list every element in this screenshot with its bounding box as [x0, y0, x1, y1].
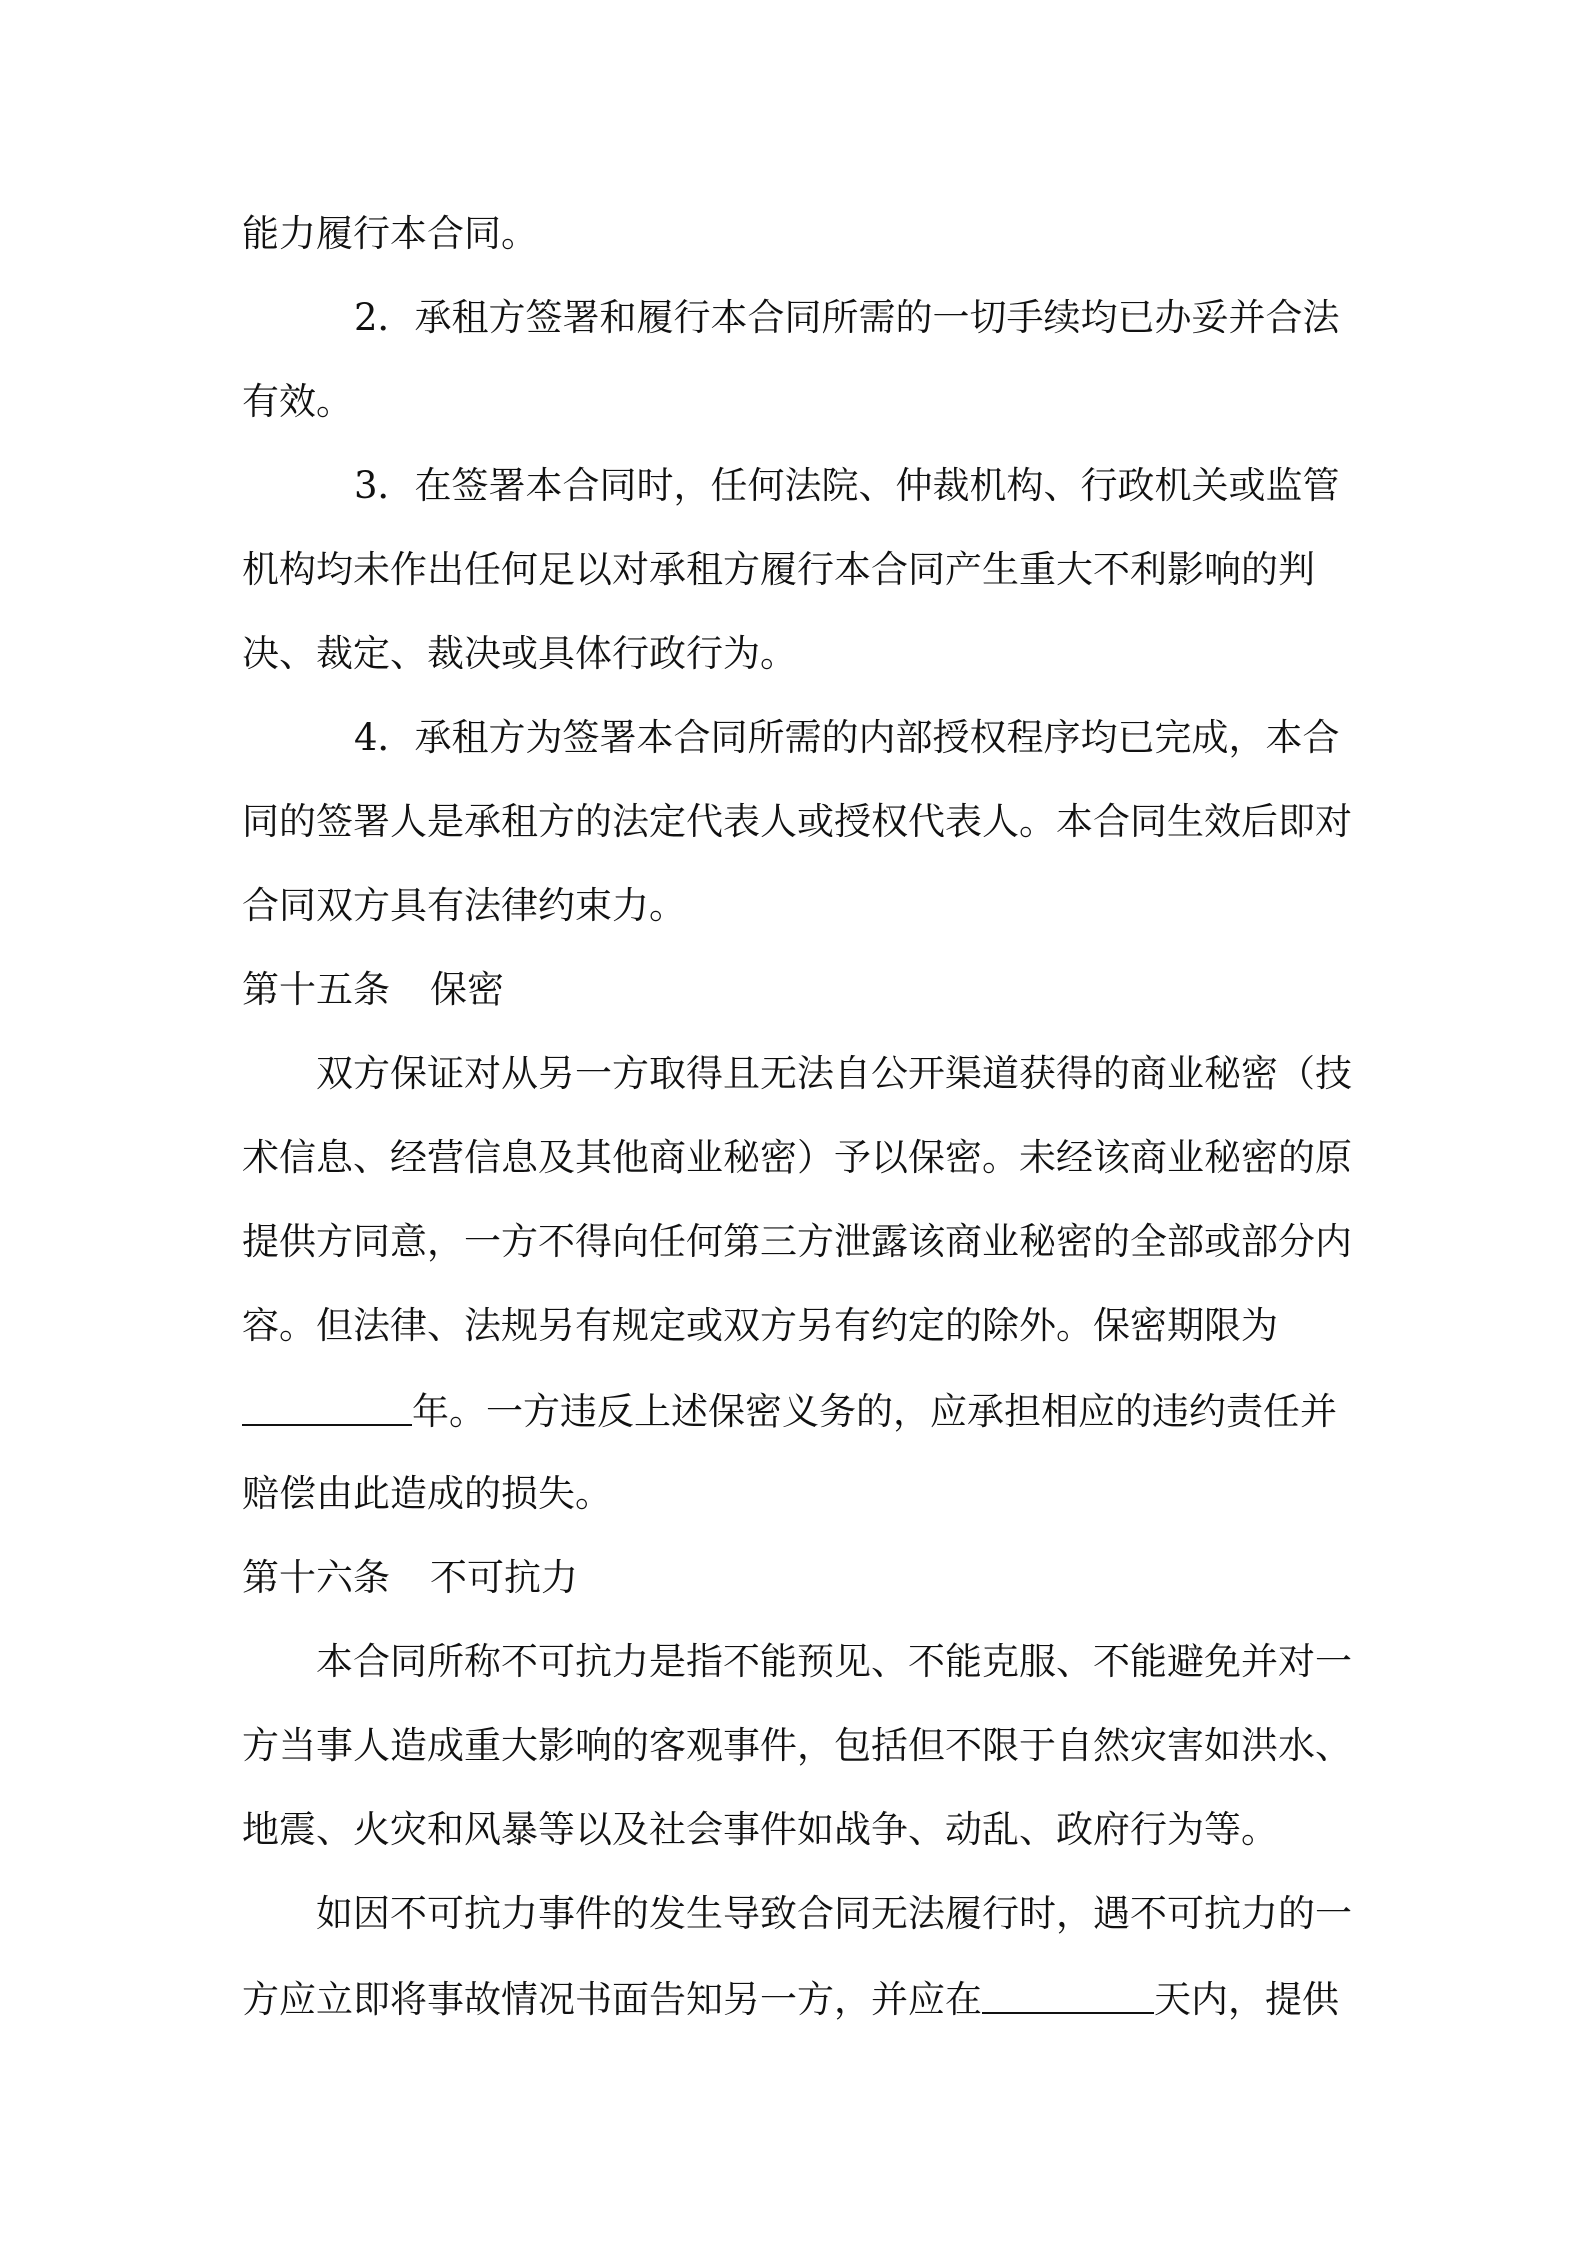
force-majeure-line-3: 地震、火灾和风暴等以及社会事件如战争、动乱、政府行为等。 — [242, 1808, 1278, 1851]
clause-4-line-2: 同的签署人是承租方的法定代表人或授权代表人。本合同生效后即对 — [242, 800, 1352, 843]
confidentiality-line-1: 双方保证对从另一方取得且无法自公开渠道获得的商业秘密（技 — [316, 1052, 1352, 1095]
force-majeure-line-5-after: 天内，提供 — [1154, 1978, 1339, 2021]
confidentiality-line-5-text: 年。一方违反上述保密义务的，应承担相应的违约责任并 — [412, 1390, 1337, 1433]
paragraph-line: 能力履行本合同。 — [242, 212, 538, 255]
clause-2-line-2: 有效。 — [242, 380, 353, 423]
confidentiality-line-3: 提供方同意，一方不得向任何第三方泄露该商业秘密的全部或部分内 — [242, 1220, 1352, 1263]
article-15-number: 第十五条 — [242, 968, 390, 1011]
confidentiality-line-4: 容。但法律、法规另有规定或双方另有约定的除外。保密期限为 — [242, 1304, 1278, 1347]
clause-2-line-1: 2．承租方签署和履行本合同所需的一切手续均已办妥并合法 — [354, 296, 1340, 339]
force-majeure-line-5-before: 方应立即将事故情况书面告知另一方，并应在 — [242, 1978, 982, 2021]
clause-4-line-3: 合同双方具有法律约束力。 — [242, 884, 686, 927]
article-15-heading — [242, 960, 504, 1020]
article-16-title: 不可抗力 — [430, 1556, 578, 1599]
clause-3-line-2: 机构均未作出任何足以对承租方履行本合同产生重大不利影响的判 — [242, 548, 1315, 591]
confidentiality-line-2: 术信息、经营信息及其他商业秘密）予以保密。未经该商业秘密的原 — [242, 1136, 1352, 1179]
confidentiality-line-6: 赔偿由此造成的损失。 — [242, 1472, 612, 1515]
clause-4-line-1: 4．承租方为签署本合同所需的内部授权程序均已完成，本合 — [354, 716, 1340, 759]
notice-days-blank[interactable] — [982, 1968, 1154, 2014]
clause-3-line-1: 3．在签署本合同时，任何法院、仲裁机构、行政机关或监管 — [354, 464, 1340, 507]
force-majeure-line-1: 本合同所称不可抗力是指不能预见、不能克服、不能避免并对一 — [316, 1640, 1352, 1683]
force-majeure-line-5 — [242, 1968, 1339, 2028]
article-15-title: 保密 — [430, 968, 504, 1011]
force-majeure-line-4: 如因不可抗力事件的发生导致合同无法履行时，遇不可抗力的一 — [316, 1892, 1352, 1935]
article-16-heading — [242, 1548, 578, 1608]
clause-3-line-3: 决、裁定、裁决或具体行政行为。 — [242, 632, 797, 675]
confidentiality-line-5 — [242, 1380, 1337, 1440]
force-majeure-line-2: 方当事人造成重大影响的客观事件，包括但不限于自然灾害如洪水、 — [242, 1724, 1352, 1767]
confidentiality-period-blank[interactable] — [242, 1380, 412, 1426]
article-16-number: 第十六条 — [242, 1556, 390, 1599]
